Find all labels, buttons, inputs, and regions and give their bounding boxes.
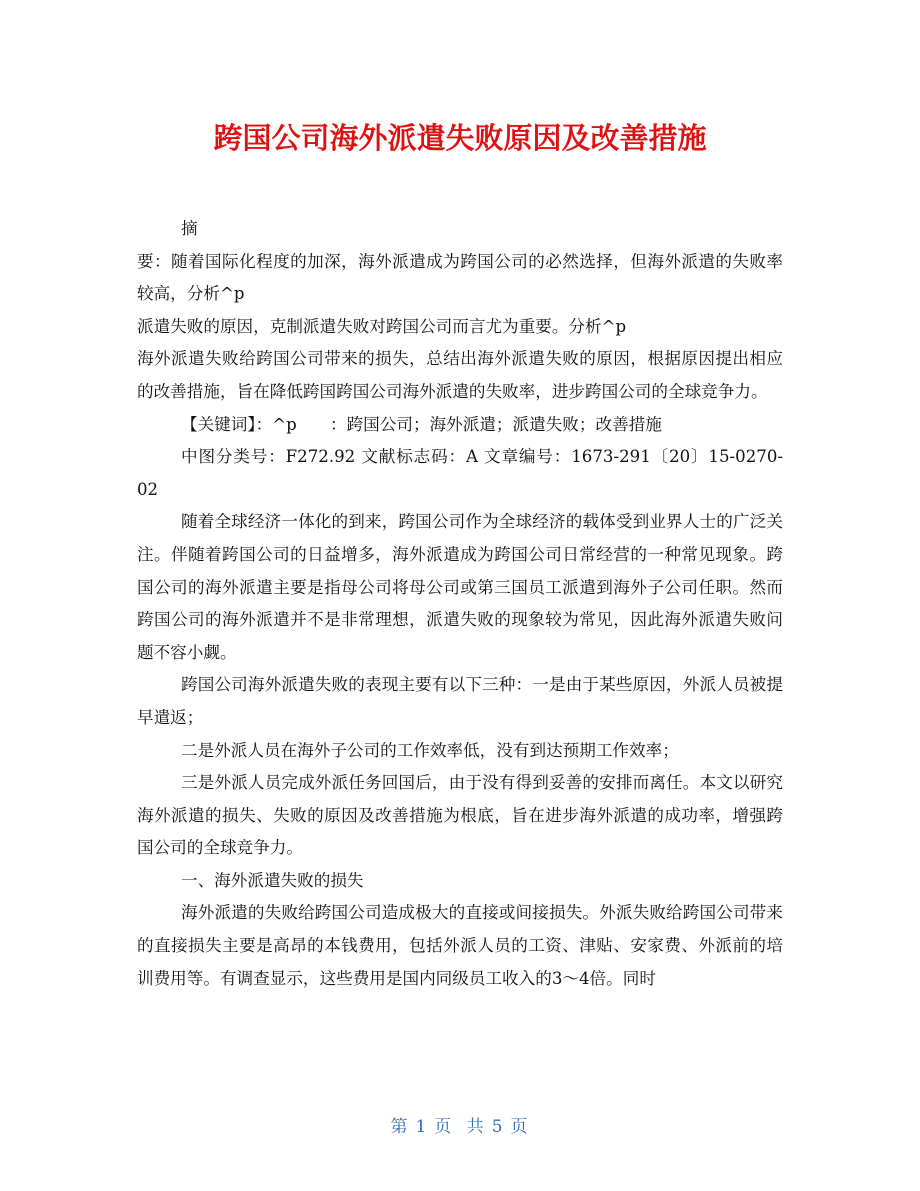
paragraph-abstract-1: 要：随着国际化程度的加深，海外派遣成为跨国公司的必然选择，但海外派遣的失败率较高，分析^p <box>137 251 783 304</box>
paragraph-abstract-2: 派遣失败的原因，克制派遣失败对跨国公司而言尤为重要。分析^p <box>137 316 627 336</box>
paragraph-intro: 随着全球经济一体化的到来，跨国公司作为全球经济的载体受到业界人士的广泛关注。伴随着跨国公司的日益增多，海外派遣成为跨国公司日常经营的一种常见现象。跨国公司的海外派遣主要是指母公司将母公司或第三国员工派遣到海外子公司任职。然而跨国公司的海外派遣并不是非常理想，派遣失败的现象较为常见，因此海外派遣失败问题不容小觑。 <box>137 512 783 662</box>
footer-prefix: 第 <box>390 1117 410 1137</box>
footer-suffix: 页 <box>510 1117 530 1137</box>
document-title: 跨国公司海外派遣失败原因及改善措施 <box>213 121 707 155</box>
paragraph-abstract-3: 海外派遣失败给跨国公司带来的损失，总结出海外派遣失败的原因，根据原因提出相应的改善措施，旨在降低跨国跨国公司海外派遣的失败率，进步跨国公司的全球竞争力。 <box>137 349 783 401</box>
footer-total-pages: 5 <box>491 1117 505 1137</box>
paragraph-failure-type-3: 三是外派人员完成外派任务回国后，由于没有得到妥善的安排而离任。本文以研究海外派遣的损失、失败的原因及改善措施为根底，旨在进步海外派遣的成功率，增强跨国公司的全球竞争力。 <box>137 773 783 858</box>
section-heading-1: 一、海外派遣失败的损失 <box>181 870 364 890</box>
footer-mid: 页 共 <box>434 1117 486 1137</box>
page-footer <box>0 1112 920 1137</box>
document-body <box>137 213 783 995</box>
paragraph-keywords: 【关键词】：^p ：跨国公司；海外派遣；派遣失败；改善措施 <box>181 414 662 434</box>
paragraph-abstract-label: 摘 <box>181 219 198 238</box>
paragraph-classification: 中图分类号：F272.92 文献标志码：A 文章编号：1673-291〔20〕15-0270-02 <box>137 447 783 499</box>
paragraph-failure-types: 跨国公司海外派遣失败的表现主要有以下三种：一是由于某些原因，外派人员被提早遣返； <box>137 675 783 727</box>
paragraph-failure-type-2: 二是外派人员在海外子公司的工作效率低，没有到达预期工作效率； <box>181 740 679 760</box>
footer-page-number: 1 <box>415 1117 429 1137</box>
paragraph-losses: 海外派遣的失败给跨国公司造成极大的直接或间接损失。外派失败给跨国公司带来的直接损失主要是高昂的本钱费用，包括外派人员的工资、津贴、安家费、外派前的培训费用等。有调查显示，这些费用是国内同级员工收入的3～4倍。同时 <box>137 903 783 988</box>
